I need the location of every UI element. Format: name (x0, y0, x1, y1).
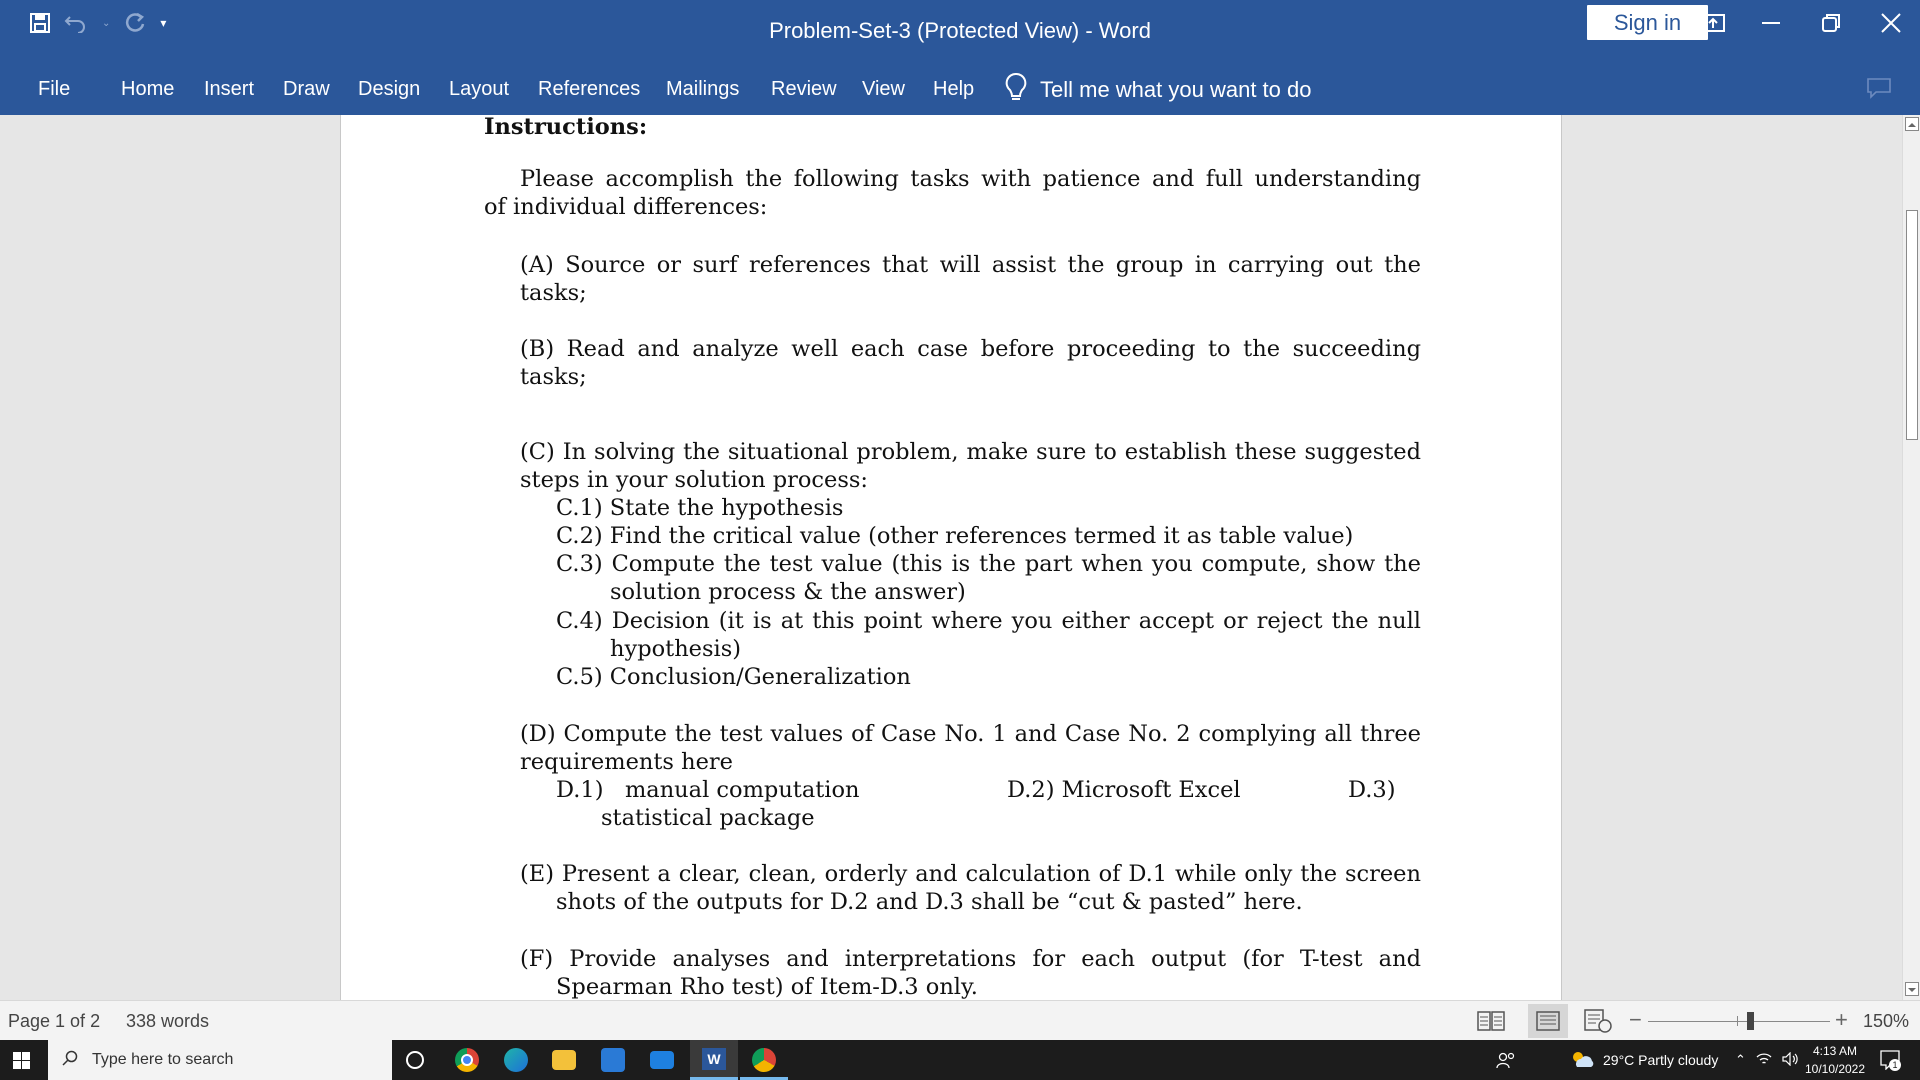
word-count[interactable]: 338 words (126, 1011, 210, 1031)
lightbulb-icon (1004, 72, 1028, 108)
people-icon[interactable] (1496, 1051, 1516, 1074)
item-d-line-2: requirements here (520, 749, 733, 775)
item-d2: D.2) Microsoft Excel (1007, 777, 1241, 803)
partly-cloudy-icon (1569, 1049, 1595, 1072)
item-c4-line-1: C.4) Decision (it is at this point where you either accept or reject the null (556, 608, 1421, 634)
zoom-level[interactable]: 150% (1863, 1011, 1910, 1031)
zoom-in-button[interactable]: + (1835, 1007, 1848, 1032)
file-explorer-icon[interactable] (552, 1050, 576, 1070)
chrome-profile-icon (752, 1048, 776, 1072)
chrome-profile-taskbar-button[interactable] (740, 1040, 788, 1080)
restore-icon[interactable] (1806, 5, 1856, 40)
instructions-heading: Instructions: (484, 115, 648, 140)
item-a-line-2: tasks; (520, 280, 587, 306)
page-count[interactable]: Page 1 of 2 (8, 1011, 101, 1031)
tell-me-search[interactable] (1004, 72, 1311, 108)
comments-icon[interactable] (1866, 77, 1892, 104)
document-page[interactable] (340, 115, 1562, 1000)
volume-icon[interactable] (1782, 1052, 1800, 1069)
wifi-icon[interactable] (1756, 1052, 1772, 1069)
print-layout-icon (1536, 1011, 1560, 1031)
item-f-line-2: Spearman Rho test) of Item-D.3 only. (556, 974, 978, 1000)
tab-design[interactable]: Design (358, 78, 421, 100)
intro-line-2: of individual differences: (484, 194, 768, 220)
item-c-line-1: (C) In solving the situational problem, make sure to establish these suggested (520, 439, 1421, 465)
document-area (0, 115, 1902, 1000)
clock-date: 10/10/2022 (1804, 1062, 1866, 1076)
tab-help[interactable]: Help (933, 78, 975, 100)
word-taskbar-button[interactable] (690, 1040, 738, 1080)
chrome-icon[interactable] (455, 1048, 479, 1072)
item-c4-line-2: hypothesis) (610, 636, 742, 662)
system-tray-icons[interactable] (1735, 1040, 1800, 1080)
ribbon-display-options-icon[interactable] (1688, 5, 1738, 40)
tab-mailings[interactable]: Mailings (666, 78, 740, 100)
tab-draw[interactable]: Draw (283, 78, 330, 100)
notification-count: 1 (1889, 1059, 1901, 1071)
ribbon-tabs (0, 60, 1920, 115)
item-c3-line-1: C.3) Compute the test value (this is the part when you compute, show the (556, 551, 1421, 577)
title-bar (0, 0, 1920, 60)
cortana-icon[interactable] (406, 1051, 424, 1069)
item-f-line-1: (F) Provide analyses and interpretations for each output (for T-test and (520, 946, 1421, 972)
zoom-slider-track[interactable] (1648, 1021, 1830, 1022)
item-d3-continuation: statistical package (601, 805, 815, 831)
tab-references[interactable]: References (538, 78, 641, 100)
vertical-scrollbar[interactable] (1902, 115, 1920, 1000)
tab-home[interactable]: Home (121, 78, 175, 100)
tell-me-text: Tell me what you want to do (1040, 77, 1312, 102)
item-b-line-1: (B) Read and analyze well each case before proceeding to the succeeding (520, 336, 1421, 362)
item-d1: D.1) manual computation (556, 777, 860, 803)
zoom-out-button[interactable]: − (1629, 1007, 1642, 1032)
tab-view[interactable]: View (862, 78, 905, 100)
weather-widget[interactable] (1569, 1040, 1718, 1080)
print-layout-button[interactable] (1528, 1004, 1568, 1038)
zoom-slider-midmark (1737, 1016, 1738, 1026)
weather-text: 29°C Partly cloudy (1603, 1052, 1719, 1068)
tab-layout[interactable]: Layout (449, 78, 510, 100)
item-c1: C.1) State the hypothesis (556, 495, 844, 521)
item-a-line-1: (A) Source or surf references that will assist the group in carrying out the (520, 252, 1421, 278)
item-c2: C.2) Find the critical value (other references termed it as table value) (556, 523, 1354, 549)
item-c3-line-2: solution process & the answer) (610, 579, 966, 605)
show-hidden-icons-icon[interactable]: ⌃ (1735, 1052, 1746, 1067)
window-title: Problem-Set-3 (Protected View) - Word (769, 18, 1151, 43)
sign-in-button[interactable]: Sign in (1587, 5, 1708, 40)
status-bar (0, 1000, 1920, 1040)
item-b-line-2: tasks; (520, 364, 587, 390)
tab-file[interactable]: File (38, 78, 71, 100)
customize-qat-icon[interactable]: ▾ (160, 16, 167, 30)
item-c5: C.5) Conclusion/Generalization (556, 664, 911, 690)
notifications-icon[interactable] (1880, 1050, 1900, 1075)
read-mode-icon[interactable] (1477, 1010, 1505, 1037)
tab-insert[interactable]: Insert (204, 78, 255, 100)
tab-review[interactable]: Review (771, 78, 837, 100)
item-d3: D.3) (1348, 777, 1396, 803)
intro-line-1: Please accomplish the following tasks with patience and full understanding (520, 166, 1421, 192)
edge-icon[interactable] (504, 1048, 528, 1072)
zoom-slider-thumb[interactable] (1747, 1012, 1754, 1030)
web-layout-icon[interactable] (1584, 1009, 1612, 1038)
word-icon: W (702, 1048, 726, 1070)
mail-icon[interactable] (650, 1051, 674, 1069)
close-icon[interactable] (1866, 5, 1916, 40)
item-e-line-2: shots of the outputs for D.2 and D.3 shall be “cut & pasted” here. (556, 889, 1303, 915)
search-placeholder: Type here to search (92, 1051, 234, 1068)
minimize-icon[interactable] (1746, 5, 1796, 40)
undo-dropdown-icon[interactable]: ⌄ (102, 17, 111, 29)
clock-time: 4:13 AM (1812, 1044, 1858, 1058)
item-e-line-1: (E) Present a clear, clean, orderly and calculation of D.1 while only the screen (520, 861, 1421, 887)
item-d-line-1: (D) Compute the test values of Case No. 1 and Case No. 2 complying all three (520, 721, 1421, 747)
store-icon[interactable] (601, 1048, 625, 1072)
taskbar (0, 1040, 1920, 1080)
windows-start-icon[interactable] (13, 1052, 30, 1074)
search-icon (62, 1050, 78, 1071)
scroll-down-button[interactable] (1905, 982, 1919, 996)
taskbar-search-box[interactable] (48, 1040, 392, 1080)
clock[interactable] (1800, 1042, 1870, 1078)
item-c-line-2: steps in your solution process: (520, 467, 869, 493)
scrollbar-thumb[interactable] (1906, 210, 1918, 440)
scroll-up-button[interactable] (1905, 117, 1919, 131)
